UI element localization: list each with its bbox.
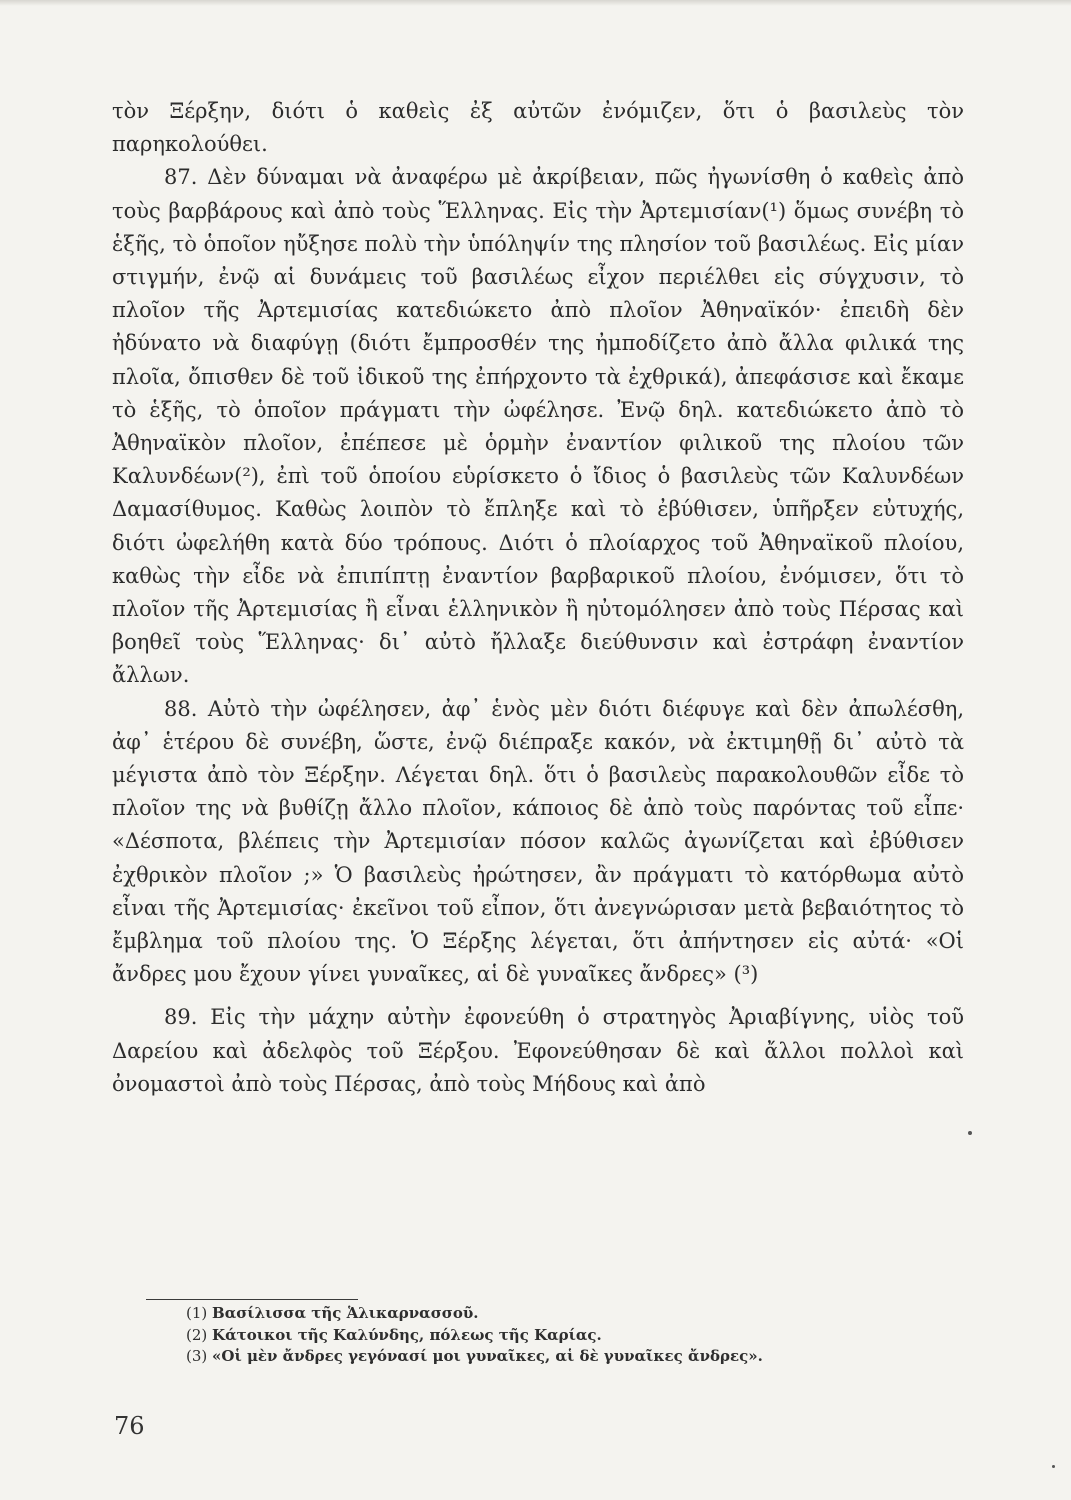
footnote-marker: (3) xyxy=(186,1347,208,1365)
paragraph-89: 89. Εἰς τὴν μάχην αὐτὴν ἐφονεύθη ὁ στρατηγὸς Ἀριαβίγνης, υἱὸς τοῦ Δαρείου καὶ ἀδελφὸς τοῦ Ξέρξου. Ἐφονεύθησαν δὲ καὶ ἄλλοι πολλοὶ καὶ ὀνομαστοὶ ἀπὸ τοὺς Πέρσας, ἀπὸ τοὺς Μήδους καὶ ἀπὸ xyxy=(112,1005,964,1096)
ink-speck xyxy=(968,1131,972,1135)
footnote-marker: (1) xyxy=(186,1304,208,1322)
footnote-divider xyxy=(146,1299,358,1300)
footnote-3 xyxy=(186,1346,946,1368)
footnote-text: Βασίλισσα τῆς Ἁλικαρνασσοῦ. xyxy=(212,1304,479,1322)
footnote-marker: (2) xyxy=(186,1325,208,1344)
page-edge-shadow xyxy=(0,0,1071,6)
body-text xyxy=(112,95,964,1101)
footnote-text: «Οἱ μὲν ἄνδρες γεγόνασί μοι γυναῖκες, αἱ δὲ γυναῖκες ἄνδρες». xyxy=(212,1347,763,1365)
ink-speck xyxy=(1052,1465,1055,1468)
footnote-text: Κάτοικοι τῆς Καλύνδης, πόλεως τῆς Καρίας. xyxy=(212,1325,602,1344)
paragraph-88: 88. Αὐτὸ τὴν ὠφέλησεν, ἀφ᾽ ἑνὸς μὲν διότι διέφυγε καὶ δὲν ἀπωλέσθη, ἀφ᾽ ἑτέρου δὲ συνέβη, ὥστε, ἐνῷ διέπραξε κακόν, νὰ ἐκτιμηθῇ δι᾽ αὐτὸ τὰ μέγιστα ἀπὸ τὸν Ξέρξην. Λέγεται δηλ. ὅτι ὁ βασιλεὺς παρακολουθῶν εἶδε τὸ πλοῖον της νὰ βυθίζῃ ἄλλο πλοῖον, κάποιος δὲ ἀπὸ τοὺς παρόντας τοῦ εἶπε· «Δέσποτα, βλέπεις τὴν Ἀρτεμισίαν πόσον καλῶς ἀγωνίζεται καὶ ἐβύθισεν ἐχθρικὸν πλοῖον ;» Ὁ βασιλεὺς ἠρώτησεν, ἂν πράγματι τὸ κατόρθωμα αὐτὸ εἶναι τῆς Ἀρτεμισίας· ἐκεῖνοι τοῦ εἶπον, ὅτι ἀνεγνώρισαν μετὰ βεβαιότητος τὸ ἔμβλημα τοῦ πλοίου της. Ὁ Ξέρξης λέγεται, ὅτι ἀπήντησεν εἰς αὐτά· «Οἱ ἄνδρες μου ἔχουν γίνει γυναῖκες, αἱ δὲ γυναῖκες ἄνδρες» (³) xyxy=(112,696,964,987)
paragraph-87: 87. Δὲν δύναμαι νὰ ἀναφέρω μὲ ἀκρίβειαν, πῶς ἠγωνίσθη ὁ καθεὶς ἀπὸ τοὺς βαρβάρους καὶ ἀπὸ τοὺς Ἕλληνας. Εἰς τὴν Ἀρτεμισίαν(¹) ὅμως συνέβη τὸ ἑξῆς, τὸ ὁποῖον ηὔξησε πολὺ τὴν ὑπόληψίν της πλησίον τοῦ βασιλέως. Εἰς μίαν στιγμήν, ἐνῷ αἱ δυνάμεις τοῦ βασιλέως εἶχον περιέλθει εἰς σύγχυσιν, τὸ πλοῖον τῆς Ἀρτεμισίας κατεδιώκετο ἀπὸ πλοῖον Ἀθηναϊκόν· ἐπειδὴ δὲν ἠδύνατο νὰ διαφύγῃ (διότι ἔμπροσθέν της ἠμποδίζετο ἀπὸ ἄλλα φιλικά της πλοῖα, ὄπισθεν δὲ τοῦ ἰδικοῦ της ἐπήρχοντο τὰ ἐχθρικά), ἀπεφάσισε καὶ ἔκαμε τὸ ἑξῆς, τὸ ὁποῖον πράγματι τὴν ὠφέλησε. Ἐνῷ δηλ. κατεδιώκετο ἀπὸ τὸ Ἀθηναϊκὸν πλοῖον, ἐπέπεσε μὲ ὁρμὴν ἐναντίον φιλικοῦ της πλοίου τῶν Καλυνδέων(²), ἐπὶ τοῦ ὁποίου εὑρίσκετο ὁ ἴδιος ὁ βασιλεὺς τῶν Καλυνδέων Δαμασίθυμος. Καθὼς λοιπὸν τὸ ἔπληξε καὶ τὸ ἐβύθισεν, ὑπῆρξεν εὐτυχής, διότι ὠφελήθη κατὰ δύο τρόπους. Διότι ὁ πλοίαρχος τοῦ Ἀθηναϊκοῦ πλοίου, καθὼς τὴν εἶδε νὰ ἐπιπίπτῃ ἐναντίον βαρβαρικοῦ πλοίου, ἐνόμισεν, ὅτι τὸ πλοῖον τῆς Ἀρτεμισίας ἢ εἶναι ἑλληνικὸν ἢ ηὐτομόλησεν ἀπὸ τοὺς Πέρσας καὶ βοηθεῖ τοὺς Ἕλληνας· δι᾽ αὐτὸ ἤλλαξε διεύθυνσιν καὶ ἐστράφη ἐναντίον ἄλλων. xyxy=(112,165,964,688)
footnote-1 xyxy=(186,1303,946,1325)
paragraph-continuation: τὸν Ξέρξην, διότι ὁ καθεὶς ἐξ αὐτῶν ἐνόμιζεν, ὅτι ὁ βασιλεὺς τὸν παρηκολούθει. xyxy=(112,99,964,157)
footnotes xyxy=(186,1303,946,1368)
page-number: 76 xyxy=(114,1412,145,1440)
footnote-2 xyxy=(186,1325,946,1347)
